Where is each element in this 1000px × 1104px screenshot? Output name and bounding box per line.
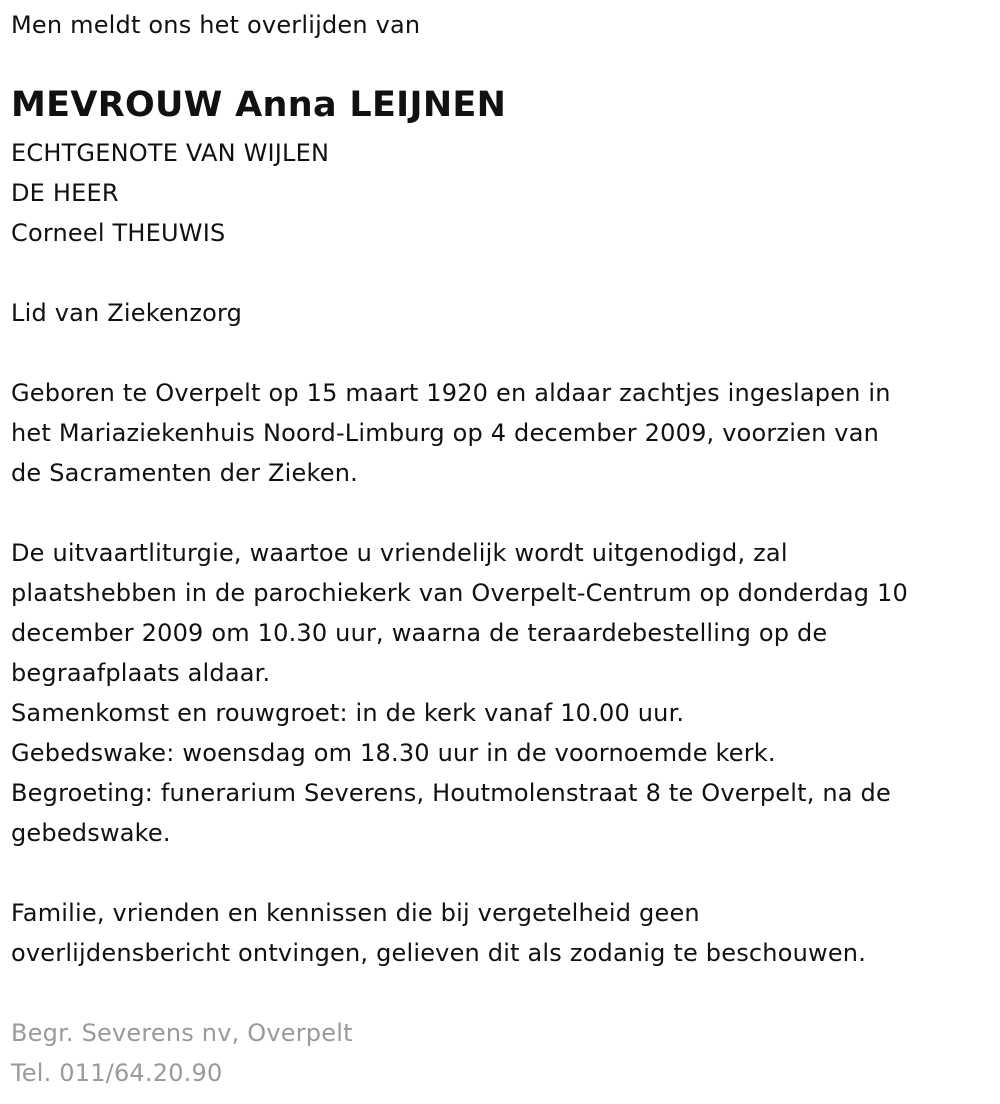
spouse-line-3: Corneel THEUWIS [11,219,226,247]
notice-line: overlijdensbericht ontvingen, gelieven dit als zodanig te beschouwen. [11,939,867,967]
undertaker-name: Begr. Severens nv, Overpelt [11,1019,353,1047]
funeral-line: begraafplaats aldaar. [11,659,271,687]
birth-death-line: Geboren te Overpelt op 15 maart 1920 en aldaar zachtjes ingeslapen in [11,379,891,407]
gathering-line: Samenkomst en rouwgroet: in de kerk vanaf 10.00 uur. [11,699,685,727]
membership-text: Lid van Ziekenzorg [11,299,243,327]
deceased-name: MEVROUW Anna LEIJNEN [11,85,507,125]
birth-death-line: de Sacramenten der Zieken. [11,459,358,487]
funeral-line: plaatshebben in de parochiekerk van Overpelt-Centrum op donderdag 10 [11,579,908,607]
funeral-line: De uitvaartliturgie, waartoe u vriendelijk wordt uitgenodigd, zal [11,539,788,567]
viewing-line: Begroeting: funerarium Severens, Houtmolenstraat 8 te Overpelt, na de [11,779,891,807]
intro-text: Men meldt ons het overlijden van [11,11,421,39]
vigil-line: Gebedswake: woensdag om 18.30 uur in de voornoemde kerk. [11,739,776,767]
funeral-line: december 2009 om 10.30 uur, waarna de teraardebestelling op de [11,619,828,647]
spouse-line-1: ECHTGENOTE VAN WIJLEN [11,139,330,167]
undertaker-phone: Tel. 011/64.20.90 [11,1059,223,1087]
notice-line: Familie, vrienden en kennissen die bij vergetelheid geen [11,899,700,927]
spouse-line-2: DE HEER [11,179,119,207]
birth-death-line: het Mariaziekenhuis Noord-Limburg op 4 december 2009, voorzien van [11,419,880,447]
viewing-line: gebedswake. [11,819,171,847]
